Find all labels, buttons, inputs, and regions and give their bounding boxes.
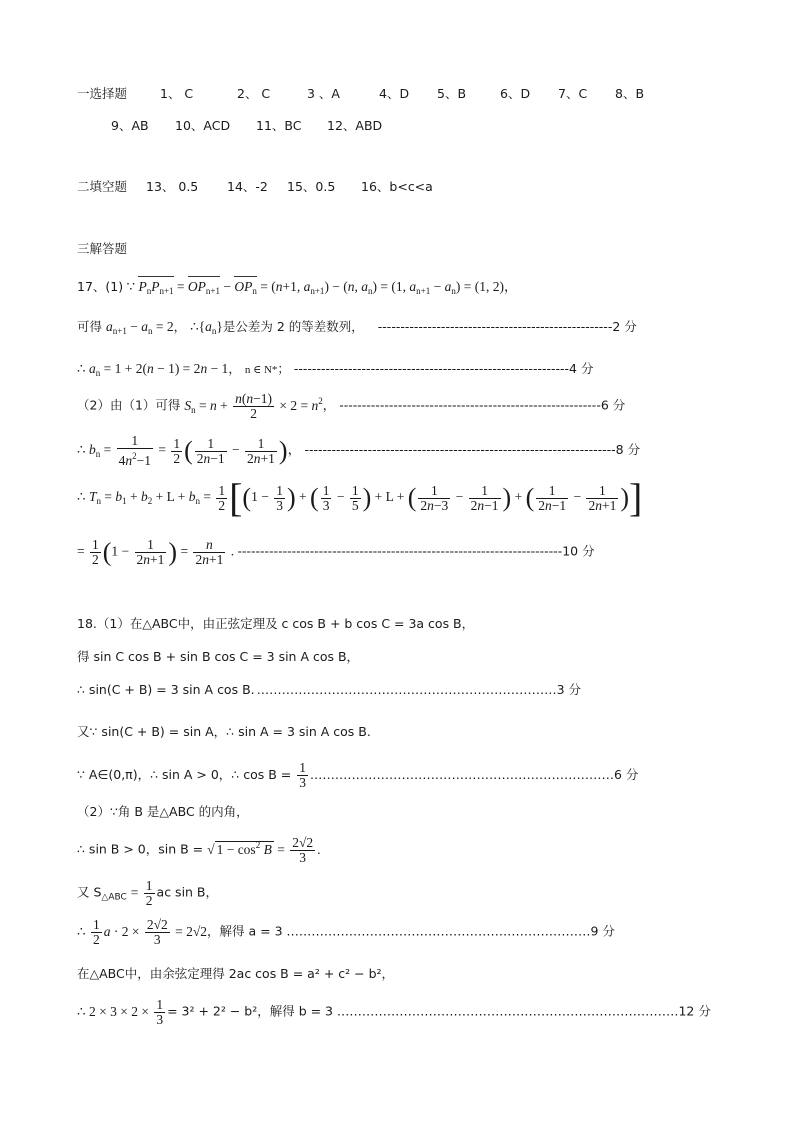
- section-title: 一选择题: [77, 86, 128, 101]
- q17-line6: ∴ $T_n = b_1 + b_2 + L + b_n$ = $\frac{1}{2}$ [(1 − $\frac{1}{3}$ ) + ( $\frac{1}{3}$ − $\frac{1}{5}$ ) + L + ( $\frac{1}{2n-3}$ − $\frac{1}{2n-1}$ ) + ( $\frac{1}{2n-1}$ − $\frac{1}{2n+1}$ )]: [77, 475, 643, 520]
- score-mark: ………………………………………………………………9 分: [290, 923, 615, 939]
- q17-line1: 17、(1) ∵ $P_nP_{n+1} = OP_{n+1} - OP_n = (n+1$, $a_{n+1}) - (n$, $a_n) = (1$, $a_{n+1} - a_n) = (1$, 2)，: [77, 279, 518, 296]
- q18-line4: 又∵ sin(C + B) = sin A，∴ sin A = 3 sin A cos B.: [77, 724, 371, 739]
- answer-15: 15、0.5: [287, 179, 336, 194]
- answer-12: 12、ABD: [327, 118, 383, 133]
- answer-16: 16、b<c<a: [361, 179, 433, 194]
- answer-4: 4、D: [379, 86, 410, 101]
- q17-line5: ∴ $b_n$ = $\frac{1}{4n^2-1}$ = $\frac{1}{2}$ ( $\frac{1}{2n-1}$ − $\frac{1}{2n+1}$ )， ---------------------------------------------------------------------8 分: [77, 433, 641, 468]
- score-mark: ------------------------------------------------------------------------10 分: [237, 543, 595, 559]
- q18-line10: 在△ABC中，由余弦定理得 2ac cos B = a² + c² − b²，: [77, 966, 395, 981]
- q18-line8: 又 $S_{\triangle ABC}$ = $\frac{1}{2}$ ac sin B，: [77, 878, 219, 908]
- answer-5: 5、B: [437, 86, 467, 101]
- answer-7: 7、C: [558, 86, 588, 101]
- section-title: 三解答题: [77, 241, 128, 256]
- q18-line6: （2）∵角 B 是△ABC 的内角，: [77, 804, 249, 819]
- q17-line3: ∴ $a_n = 1 + 2(n - 1) = 2n - 1$， n ∈ N*； -------------------------------------------------------------4 分: [77, 361, 594, 378]
- answer-8: 8、B: [615, 86, 645, 101]
- answer-9: 9、AB: [111, 118, 149, 133]
- answer-6: 6、D: [500, 86, 531, 101]
- q18-line11: ∴ 2 × 3 × 2 × $\frac{1}{3}$ = 3² + 2² − b²，解得 b = 3 .………………………………………………………………………12 分: [77, 997, 711, 1027]
- section-title: 二填空题: [77, 179, 128, 194]
- q18-line9: ∴ $\frac{1}{2}$ a · 2 × $\frac{2√2}{3}$ = 2√2，解得 a = 3 .………………………………………………………………9 分: [77, 917, 615, 947]
- score-mark: ----------------------------------------------------2 分: [377, 319, 637, 334]
- q17-line7: = $\frac{1}{2}$ (1 − $\frac{1}{2n+1}$ ) = $\frac{n}{2n+1}$ . ------------------------------------------------------------------------10 分: [77, 537, 595, 567]
- score-mark: ………………………………………………………………6 分: [313, 767, 639, 782]
- q18-line5: ∵ A∈(0,π)，∴ sin A > 0，∴ cos B = $\frac{1}{3}$ .………………………………………………………………6 分: [77, 760, 639, 790]
- q17-line4: （2）由（1）可得 $S_n = n$ + $\frac{n(n-1)}{2}$ × $2 = n^2$， ----------------------------------------------------------6 分: [77, 391, 626, 421]
- answer-11: 11、BC: [256, 118, 302, 133]
- answer-13: 13、 0.5: [146, 179, 199, 194]
- q18-line2: 得 sin C cos B + sin B cos C = 3 sin A cos B，: [77, 649, 360, 664]
- score-mark: ---------------------------------------------------------------------8 分: [304, 442, 641, 458]
- answer-10: 10、ACD: [175, 118, 231, 133]
- answer-3: 3 、A: [307, 86, 340, 101]
- score-mark: ………………………………………………………………3 分: [256, 682, 582, 697]
- q17-line2: 可得 $a_{n+1} - a_n = 2$， $\therefore\{a_n\}$是公差为 2 的等差数列， ----------------------------------------------------2 分: [77, 319, 637, 336]
- score-mark: ………………………………………………………………………12 分: [340, 1003, 711, 1019]
- answer-1: 1、 C: [160, 86, 194, 101]
- q18-line3: ∴ sin(C + B) = 3 sin A cos B. ………………………………………………………………3 分: [77, 682, 582, 697]
- answer-2: 2、 C: [237, 86, 271, 101]
- q17-label: 17、(1): [77, 279, 124, 294]
- q18-line7: ∴ sin B > 0，sin B = √ $1 - \cos^2 B$ = $\frac{2√2}{3}$ .: [77, 835, 321, 865]
- q18-line1: 18.（1）在△ABC中，由正弦定理及 c cos B + b cos C = 3a cos B，: [77, 616, 475, 631]
- answer-14: 14、-2: [227, 179, 268, 194]
- score-mark: ----------------------------------------------------------6 分: [339, 397, 626, 413]
- score-mark: -------------------------------------------------------------4 分: [293, 361, 594, 376]
